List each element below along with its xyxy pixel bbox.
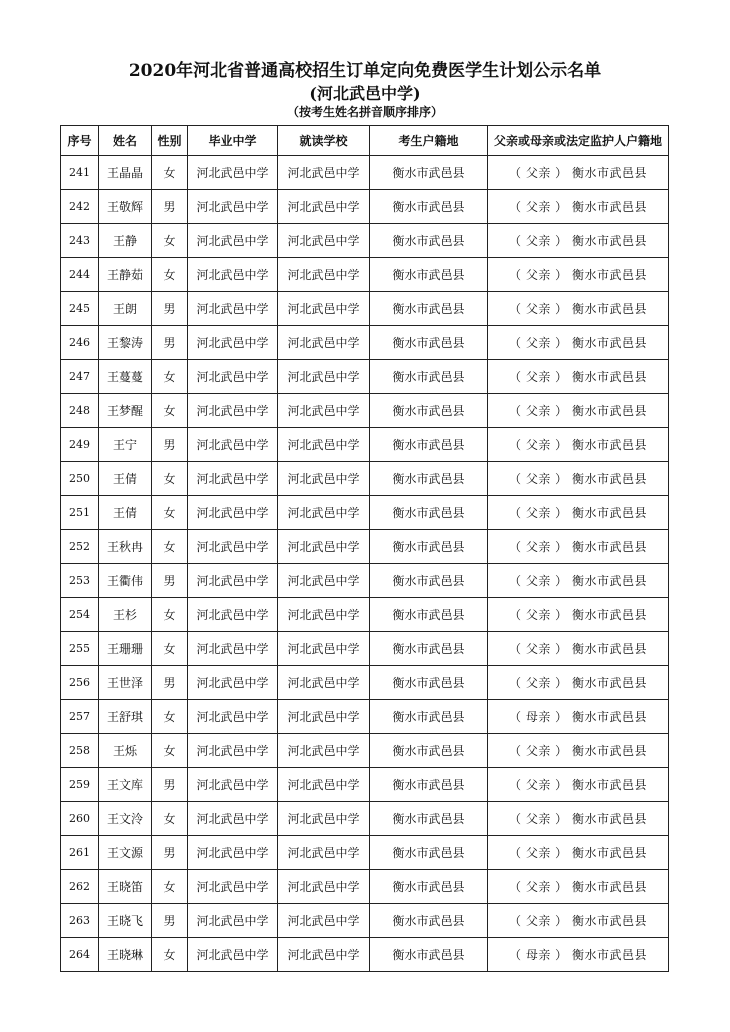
cell-seq: 248 xyxy=(61,394,99,428)
cell-seq: 257 xyxy=(61,700,99,734)
column-header-seq: 序号 xyxy=(61,126,99,156)
cell-guardian-domicile: （ 父亲 ） 衡水市武邑县 xyxy=(488,632,669,666)
cell-current-school: 河北武邑中学 xyxy=(278,870,370,904)
cell-graduated-school: 河北武邑中学 xyxy=(188,768,278,802)
column-header-gender: 性别 xyxy=(152,126,188,156)
table-body xyxy=(61,156,669,972)
table-row xyxy=(61,836,669,870)
table-row xyxy=(61,224,669,258)
cell-name: 王世泽 xyxy=(99,666,152,700)
column-header-graduated-school: 毕业中学 xyxy=(188,126,278,156)
page-subtitle: (河北武邑中学) xyxy=(309,84,421,103)
table-row xyxy=(61,428,669,462)
cell-graduated-school: 河北武邑中学 xyxy=(188,598,278,632)
cell-graduated-school: 河北武邑中学 xyxy=(188,462,278,496)
cell-current-school: 河北武邑中学 xyxy=(278,904,370,938)
cell-current-school: 河北武邑中学 xyxy=(278,632,370,666)
cell-domicile: 衡水市武邑县 xyxy=(370,326,488,360)
cell-guardian-domicile: （ 母亲 ） 衡水市武邑县 xyxy=(488,700,669,734)
cell-gender: 男 xyxy=(152,564,188,598)
cell-domicile: 衡水市武邑县 xyxy=(370,734,488,768)
cell-guardian-domicile: （ 父亲 ） 衡水市武邑县 xyxy=(488,496,669,530)
cell-domicile: 衡水市武邑县 xyxy=(370,394,488,428)
cell-name: 王静茹 xyxy=(99,258,152,292)
cell-gender: 女 xyxy=(152,394,188,428)
cell-seq: 245 xyxy=(61,292,99,326)
cell-guardian-domicile: （ 父亲 ） 衡水市武邑县 xyxy=(488,428,669,462)
cell-domicile: 衡水市武邑县 xyxy=(370,836,488,870)
cell-graduated-school: 河北武邑中学 xyxy=(188,156,278,190)
cell-gender: 女 xyxy=(152,632,188,666)
cell-current-school: 河北武邑中学 xyxy=(278,564,370,598)
cell-gender: 女 xyxy=(152,802,188,836)
cell-gender: 女 xyxy=(152,938,188,972)
cell-guardian-domicile: （ 父亲 ） 衡水市武邑县 xyxy=(488,360,669,394)
cell-domicile: 衡水市武邑县 xyxy=(370,768,488,802)
cell-gender: 女 xyxy=(152,496,188,530)
cell-graduated-school: 河北武邑中学 xyxy=(188,326,278,360)
table-row xyxy=(61,632,669,666)
cell-gender: 女 xyxy=(152,156,188,190)
cell-guardian-domicile: （ 父亲 ） 衡水市武邑县 xyxy=(488,836,669,870)
cell-guardian-domicile: （ 父亲 ） 衡水市武邑县 xyxy=(488,156,669,190)
cell-gender: 女 xyxy=(152,360,188,394)
column-header-current-school: 就读学校 xyxy=(278,126,370,156)
cell-domicile: 衡水市武邑县 xyxy=(370,564,488,598)
cell-current-school: 河北武邑中学 xyxy=(278,292,370,326)
cell-name: 王衢伟 xyxy=(99,564,152,598)
cell-seq: 263 xyxy=(61,904,99,938)
cell-current-school: 河北武邑中学 xyxy=(278,258,370,292)
cell-graduated-school: 河北武邑中学 xyxy=(188,190,278,224)
cell-seq: 260 xyxy=(61,802,99,836)
cell-guardian-domicile: （ 父亲 ） 衡水市武邑县 xyxy=(488,224,669,258)
cell-domicile: 衡水市武邑县 xyxy=(370,938,488,972)
table-row xyxy=(61,870,669,904)
cell-current-school: 河北武邑中学 xyxy=(278,496,370,530)
cell-seq: 246 xyxy=(61,326,99,360)
table-row xyxy=(61,530,669,564)
cell-gender: 女 xyxy=(152,734,188,768)
cell-domicile: 衡水市武邑县 xyxy=(370,360,488,394)
cell-gender: 男 xyxy=(152,904,188,938)
cell-guardian-domicile: （ 父亲 ） 衡水市武邑县 xyxy=(488,870,669,904)
table-row xyxy=(61,156,669,190)
table-row xyxy=(61,360,669,394)
cell-domicile: 衡水市武邑县 xyxy=(370,870,488,904)
cell-seq: 259 xyxy=(61,768,99,802)
cell-current-school: 河北武邑中学 xyxy=(278,598,370,632)
cell-graduated-school: 河北武邑中学 xyxy=(188,666,278,700)
cell-guardian-domicile: （ 父亲 ） 衡水市武邑县 xyxy=(488,190,669,224)
cell-seq: 242 xyxy=(61,190,99,224)
cell-name: 王黎涛 xyxy=(99,326,152,360)
cell-graduated-school: 河北武邑中学 xyxy=(188,564,278,598)
cell-gender: 女 xyxy=(152,870,188,904)
cell-gender: 男 xyxy=(152,768,188,802)
cell-current-school: 河北武邑中学 xyxy=(278,768,370,802)
cell-domicile: 衡水市武邑县 xyxy=(370,156,488,190)
cell-guardian-domicile: （ 父亲 ） 衡水市武邑县 xyxy=(488,564,669,598)
cell-graduated-school: 河北武邑中学 xyxy=(188,870,278,904)
roster-table xyxy=(60,125,669,972)
cell-graduated-school: 河北武邑中学 xyxy=(188,734,278,768)
table-row xyxy=(61,700,669,734)
table-row xyxy=(61,326,669,360)
cell-seq: 252 xyxy=(61,530,99,564)
cell-seq: 256 xyxy=(61,666,99,700)
cell-graduated-school: 河北武邑中学 xyxy=(188,258,278,292)
cell-guardian-domicile: （ 父亲 ） 衡水市武邑县 xyxy=(488,666,669,700)
cell-domicile: 衡水市武邑县 xyxy=(370,496,488,530)
cell-seq: 264 xyxy=(61,938,99,972)
cell-name: 王宁 xyxy=(99,428,152,462)
cell-seq: 261 xyxy=(61,836,99,870)
cell-domicile: 衡水市武邑县 xyxy=(370,292,488,326)
table-row xyxy=(61,564,669,598)
table-row xyxy=(61,666,669,700)
cell-domicile: 衡水市武邑县 xyxy=(370,258,488,292)
cell-name: 王文泠 xyxy=(99,802,152,836)
column-header-domicile: 考生户籍地 xyxy=(370,126,488,156)
cell-domicile: 衡水市武邑县 xyxy=(370,666,488,700)
cell-name: 王文库 xyxy=(99,768,152,802)
table-row xyxy=(61,904,669,938)
cell-domicile: 衡水市武邑县 xyxy=(370,632,488,666)
table-row xyxy=(61,938,669,972)
cell-graduated-school: 河北武邑中学 xyxy=(188,360,278,394)
cell-gender: 男 xyxy=(152,666,188,700)
cell-graduated-school: 河北武邑中学 xyxy=(188,428,278,462)
cell-gender: 男 xyxy=(152,326,188,360)
cell-seq: 244 xyxy=(61,258,99,292)
cell-current-school: 河北武邑中学 xyxy=(278,666,370,700)
cell-domicile: 衡水市武邑县 xyxy=(370,700,488,734)
cell-domicile: 衡水市武邑县 xyxy=(370,904,488,938)
cell-guardian-domicile: （ 父亲 ） 衡水市武邑县 xyxy=(488,462,669,496)
cell-graduated-school: 河北武邑中学 xyxy=(188,938,278,972)
cell-current-school: 河北武邑中学 xyxy=(278,836,370,870)
cell-domicile: 衡水市武邑县 xyxy=(370,190,488,224)
cell-current-school: 河北武邑中学 xyxy=(278,700,370,734)
cell-guardian-domicile: （ 父亲 ） 衡水市武邑县 xyxy=(488,768,669,802)
cell-name: 王敬辉 xyxy=(99,190,152,224)
cell-name: 王舒琪 xyxy=(99,700,152,734)
cell-seq: 250 xyxy=(61,462,99,496)
cell-name: 王晓琳 xyxy=(99,938,152,972)
cell-graduated-school: 河北武邑中学 xyxy=(188,530,278,564)
cell-graduated-school: 河北武邑中学 xyxy=(188,292,278,326)
cell-seq: 243 xyxy=(61,224,99,258)
cell-name: 王倩 xyxy=(99,462,152,496)
cell-guardian-domicile: （ 父亲 ） 衡水市武邑县 xyxy=(488,258,669,292)
table-row xyxy=(61,734,669,768)
cell-current-school: 河北武邑中学 xyxy=(278,394,370,428)
table-row xyxy=(61,190,669,224)
cell-guardian-domicile: （ 父亲 ） 衡水市武邑县 xyxy=(488,904,669,938)
cell-graduated-school: 河北武邑中学 xyxy=(188,496,278,530)
cell-domicile: 衡水市武邑县 xyxy=(370,428,488,462)
cell-gender: 男 xyxy=(152,292,188,326)
cell-domicile: 衡水市武邑县 xyxy=(370,598,488,632)
cell-current-school: 河北武邑中学 xyxy=(278,360,370,394)
table-row xyxy=(61,496,669,530)
cell-seq: 258 xyxy=(61,734,99,768)
cell-name: 王秋冉 xyxy=(99,530,152,564)
cell-guardian-domicile: （ 父亲 ） 衡水市武邑县 xyxy=(488,394,669,428)
cell-seq: 253 xyxy=(61,564,99,598)
cell-domicile: 衡水市武邑县 xyxy=(370,802,488,836)
cell-name: 王烁 xyxy=(99,734,152,768)
cell-gender: 男 xyxy=(152,428,188,462)
sort-note: （按考生姓名拼音顺序排序） xyxy=(286,105,443,119)
cell-current-school: 河北武邑中学 xyxy=(278,190,370,224)
cell-guardian-domicile: （ 母亲 ） 衡水市武邑县 xyxy=(488,938,669,972)
cell-name: 王晶晶 xyxy=(99,156,152,190)
cell-current-school: 河北武邑中学 xyxy=(278,224,370,258)
cell-seq: 247 xyxy=(61,360,99,394)
cell-gender: 女 xyxy=(152,224,188,258)
cell-graduated-school: 河北武邑中学 xyxy=(188,904,278,938)
cell-domicile: 衡水市武邑县 xyxy=(370,530,488,564)
cell-name: 王晓笛 xyxy=(99,870,152,904)
cell-gender: 女 xyxy=(152,530,188,564)
cell-gender: 女 xyxy=(152,462,188,496)
table-row xyxy=(61,394,669,428)
cell-guardian-domicile: （ 父亲 ） 衡水市武邑县 xyxy=(488,292,669,326)
cell-name: 王梦醒 xyxy=(99,394,152,428)
cell-name: 王晓飞 xyxy=(99,904,152,938)
cell-guardian-domicile: （ 父亲 ） 衡水市武邑县 xyxy=(488,598,669,632)
table-row xyxy=(61,598,669,632)
column-header-name: 姓名 xyxy=(99,126,152,156)
cell-current-school: 河北武邑中学 xyxy=(278,938,370,972)
cell-graduated-school: 河北武邑中学 xyxy=(188,632,278,666)
column-header-guardian-domicile: 父亲或母亲或法定监护人户籍地 xyxy=(488,126,669,156)
table-row xyxy=(61,258,669,292)
page-title: 2020年河北省普通高校招生订单定向免费医学生计划公示名单 xyxy=(128,61,602,81)
cell-current-school: 河北武邑中学 xyxy=(278,530,370,564)
cell-seq: 262 xyxy=(61,870,99,904)
cell-gender: 女 xyxy=(152,700,188,734)
cell-current-school: 河北武邑中学 xyxy=(278,326,370,360)
cell-domicile: 衡水市武邑县 xyxy=(370,462,488,496)
cell-name: 王朗 xyxy=(99,292,152,326)
cell-current-school: 河北武邑中学 xyxy=(278,462,370,496)
cell-current-school: 河北武邑中学 xyxy=(278,428,370,462)
cell-seq: 241 xyxy=(61,156,99,190)
cell-guardian-domicile: （ 父亲 ） 衡水市武邑县 xyxy=(488,734,669,768)
cell-guardian-domicile: （ 父亲 ） 衡水市武邑县 xyxy=(488,802,669,836)
cell-seq: 255 xyxy=(61,632,99,666)
cell-graduated-school: 河北武邑中学 xyxy=(188,394,278,428)
cell-seq: 254 xyxy=(61,598,99,632)
cell-name: 王静 xyxy=(99,224,152,258)
cell-name: 王蔓蔓 xyxy=(99,360,152,394)
cell-graduated-school: 河北武邑中学 xyxy=(188,836,278,870)
cell-current-school: 河北武邑中学 xyxy=(278,734,370,768)
cell-name: 王杉 xyxy=(99,598,152,632)
table-header-row xyxy=(61,126,669,156)
cell-gender: 男 xyxy=(152,836,188,870)
cell-seq: 251 xyxy=(61,496,99,530)
table-row xyxy=(61,292,669,326)
cell-domicile: 衡水市武邑县 xyxy=(370,224,488,258)
cell-gender: 女 xyxy=(152,598,188,632)
cell-name: 王文源 xyxy=(99,836,152,870)
cell-gender: 男 xyxy=(152,190,188,224)
cell-graduated-school: 河北武邑中学 xyxy=(188,224,278,258)
cell-name: 王倩 xyxy=(99,496,152,530)
cell-seq: 249 xyxy=(61,428,99,462)
cell-guardian-domicile: （ 父亲 ） 衡水市武邑县 xyxy=(488,530,669,564)
cell-graduated-school: 河北武邑中学 xyxy=(188,700,278,734)
cell-guardian-domicile: （ 父亲 ） 衡水市武邑县 xyxy=(488,326,669,360)
table-row xyxy=(61,768,669,802)
cell-current-school: 河北武邑中学 xyxy=(278,802,370,836)
cell-name: 王珊珊 xyxy=(99,632,152,666)
table-row xyxy=(61,802,669,836)
cell-graduated-school: 河北武邑中学 xyxy=(188,802,278,836)
table-row xyxy=(61,462,669,496)
cell-current-school: 河北武邑中学 xyxy=(278,156,370,190)
cell-gender: 女 xyxy=(152,258,188,292)
